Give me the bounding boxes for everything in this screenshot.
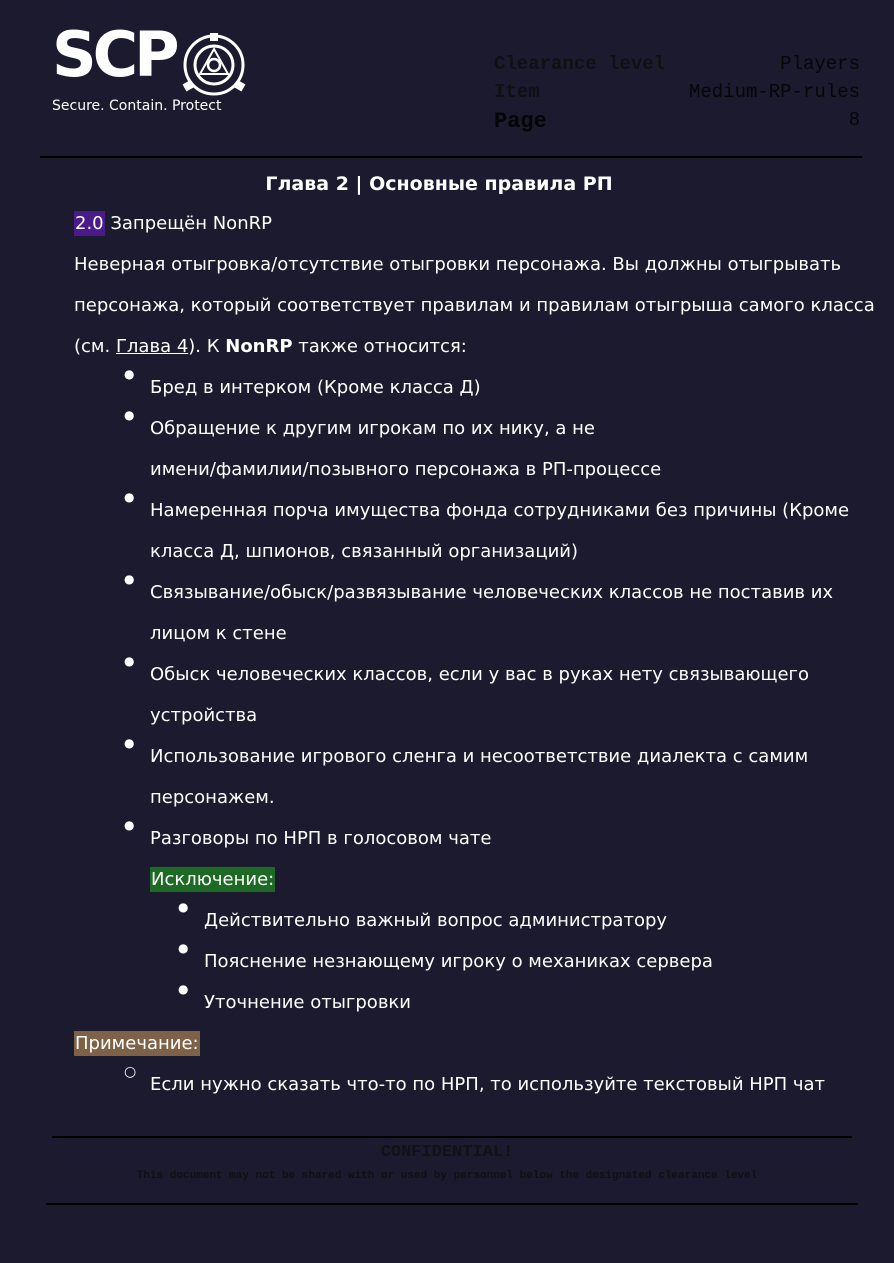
list-item [74, 367, 874, 408]
bullet-icon: ● [124, 490, 135, 504]
chapter-4-link[interactable]: Глава 4 [115, 336, 189, 357]
list-item-text: лицом к стене [150, 623, 287, 644]
list-item-text: устройства [150, 705, 258, 726]
note-block [74, 1023, 874, 1064]
logo-tagline: Secure. Contain. Protect [52, 98, 222, 114]
list-item [74, 736, 874, 818]
meta-row-item [494, 81, 860, 109]
list-item [74, 818, 874, 859]
paragraph-line [74, 326, 874, 367]
bullet-icon: ● [178, 941, 189, 955]
list-item [74, 408, 874, 490]
scp-emblem-icon [178, 32, 250, 98]
scp-logo [50, 18, 260, 122]
bullet-icon: ● [124, 572, 135, 586]
exception-item-text: Действительно важный вопрос администратору [204, 910, 668, 931]
header-divider [40, 156, 862, 158]
paragraph-text: также относится: [292, 336, 467, 357]
section-number: 2.0 [75, 213, 104, 234]
list-item [74, 654, 874, 736]
section-title: Запрещён NonRP [104, 213, 272, 234]
bullet-icon: ● [178, 982, 189, 996]
bullet-icon: ● [178, 900, 189, 914]
meta-value: Medium-RP-rules [688, 81, 860, 103]
note-label: Примечание: [75, 1033, 199, 1054]
exception-item [74, 941, 874, 982]
footer-divider-bottom [46, 1203, 858, 1205]
meta-value: 8 [848, 109, 860, 131]
document-meta [494, 53, 860, 137]
hollow-bullet-icon: ○ [124, 1064, 137, 1080]
bullet-icon: ● [124, 408, 135, 422]
bullet-icon: ● [124, 654, 135, 668]
list-item-text: Разговоры по НРП в голосовом чате [150, 828, 492, 849]
section-heading [74, 203, 874, 244]
bullet-icon: ● [124, 367, 135, 381]
confidential-notice: This document may not be shared with or used by personnel below the designated clearance level [136, 1170, 758, 1182]
exception-item-text: Пояснение незнающему игроку о механиках сервера [204, 951, 713, 972]
bullet-icon: ● [124, 736, 135, 750]
meta-key: Item [494, 81, 540, 103]
list-item [74, 572, 874, 654]
exception-label: Исключение: [151, 869, 275, 890]
paragraph-text: ). К [188, 336, 226, 357]
list-item-text: Бред в интерком (Кроме класса Д) [150, 377, 481, 398]
list-item [74, 490, 874, 572]
chapter-title: Глава 2 | Основные правила РП [265, 173, 613, 195]
list-item-text: Обыск человеческих классов, если у вас в руках нету связывающего [150, 664, 810, 685]
logo-wordmark: SCP [52, 18, 176, 91]
list-item-text: Использование игрового сленга и несоответствие диалекта с самим [150, 746, 809, 767]
nonrp-term: NonRP [225, 336, 293, 357]
exception-item-text: Уточнение отыгровки [204, 992, 411, 1013]
confidential-label: CONFIDENTIAL! [380, 1143, 514, 1162]
meta-key: Page [494, 109, 547, 134]
list-item-text: Намеренная порча имущества фонда сотрудниками без причины (Кроме [150, 500, 850, 521]
exception-block [74, 859, 874, 900]
list-item-text: класса Д, шпионов, связанный организаций) [150, 541, 579, 562]
list-item-text: персонажем. [150, 787, 275, 808]
list-item-text: Связывание/обыск/развязывание человеческих классов не поставив их [150, 582, 834, 603]
document-body [74, 160, 874, 1105]
paragraph-line: Неверная отыгровка/отсутствие отыгровки персонажа. Вы должны отыгрывать [74, 254, 842, 275]
meta-row-clearance [494, 53, 860, 81]
footer-divider-top [52, 1136, 852, 1138]
paragraph-line: персонажа, который соответствует правилам и правилам отыгрыша самого класса [74, 295, 875, 316]
exception-item [74, 982, 874, 1023]
note-item-text: Если нужно сказать что-то по НРП, то используйте текстовый НРП чат [150, 1074, 826, 1095]
bullet-icon: ● [124, 818, 135, 832]
paragraph-text: (см. [74, 336, 116, 357]
list-item-text: Обращение к другим игрокам по их нику, а не [150, 418, 595, 439]
exception-item [74, 900, 874, 941]
meta-row-page [494, 109, 860, 137]
note-item [74, 1064, 874, 1105]
meta-key: Clearance level [494, 53, 666, 75]
meta-value: Players [780, 53, 860, 75]
list-item-text: имени/фамилии/позывного персонажа в РП-процессе [150, 459, 662, 480]
